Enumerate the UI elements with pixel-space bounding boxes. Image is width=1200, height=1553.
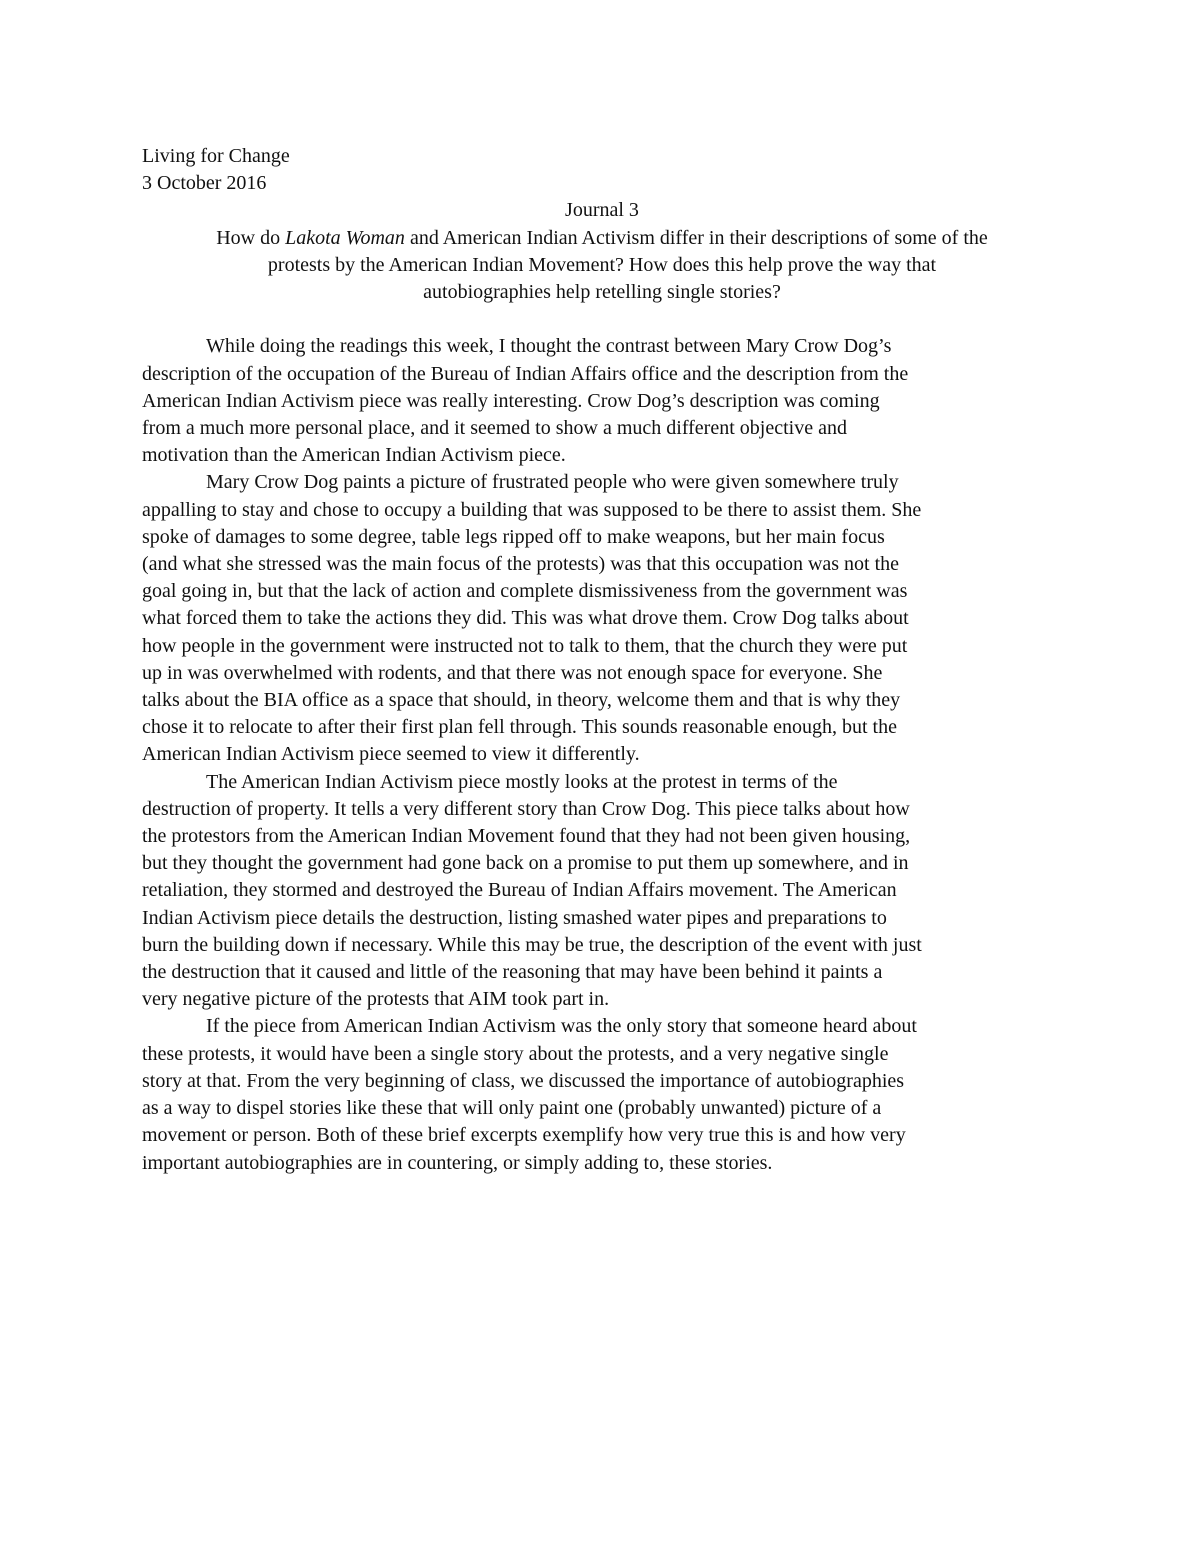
paragraph-line: If the piece from American Indian Activism was the only story that someone heard about <box>206 1015 917 1038</box>
paragraph-1 <box>142 333 1062 469</box>
paragraph-line: story at that. From the very beginning of class, we discussed the importance of autobiographies <box>142 1069 905 1092</box>
paragraph-line: Mary Crow Dog paints a picture of frustrated people who were given somewhere truly <box>206 471 899 494</box>
paragraph-3 <box>142 769 1062 1014</box>
paragraph-line: appalling to stay and chose to occupy a building that was supposed to be there to assist them. She <box>142 498 922 521</box>
paragraph-line: talks about the BIA office as a space that should, in theory, welcome them and that is why they <box>142 689 901 712</box>
question-line-2: protests by the American Indian Movement? How does this help prove the way that <box>267 253 937 276</box>
question-line-1: How do Lakota Woman and American Indian Activism differ in their descriptions of some of the <box>216 226 988 249</box>
paragraph-line: burn the building down if necessary. While this may be true, the description of the event with just <box>142 933 922 956</box>
paragraph-line: important autobiographies are in countering, or simply adding to, these stories. <box>142 1151 773 1174</box>
question-line-3: autobiographies help retelling single stories? <box>423 281 781 304</box>
paragraph-line: but they thought the government had gone back on a promise to put them up somewhere, and in <box>142 852 909 875</box>
paragraph-line: the destruction that it caused and little of the reasoning that may have been behind it paints a <box>142 961 883 984</box>
paragraph-line: (and what she stressed was the main focus of the protests) was that this occupation was not the <box>142 553 900 576</box>
paragraphs <box>142 333 1062 1176</box>
paragraph-line: American Indian Activism piece seemed to view it differently. <box>142 743 640 766</box>
document-body <box>142 143 1062 1177</box>
paragraph-line: movement or person. Both of these brief excerpts exemplify how very true this is and how very <box>142 1124 906 1147</box>
paragraph-line: retaliation, they stormed and destroyed the Bureau of Indian Affairs movement. The American <box>142 879 897 902</box>
paragraph-line: as a way to dispel stories like these that will only paint one (probably unwanted) picture of a <box>142 1097 882 1120</box>
date-line: 3 October 2016 <box>142 172 267 195</box>
blank-line <box>142 306 1062 333</box>
paragraph-4 <box>142 1013 1062 1176</box>
paragraph-line: spoke of damages to some degree, table legs ripped off to make weapons, but her main focus <box>142 525 885 548</box>
author-line: Living for Change <box>142 145 290 167</box>
paragraph-line: these protests, it would have been a single story about the protests, and a very negative single <box>142 1042 889 1065</box>
paragraph-line: While doing the readings this week, I thought the contrast between Mary Crow Dog’s <box>206 335 892 358</box>
journal-question <box>142 225 1062 307</box>
paragraph-line: what forced them to take the actions they did. This was what drove them. Crow Dog talks about <box>142 607 909 630</box>
paragraph-line: how people in the government were instructed not to talk to them, that the church they were put <box>142 634 908 657</box>
paragraph-line: American Indian Activism piece was really interesting. Crow Dog’s description was coming <box>142 389 880 412</box>
journal-title: Journal 3 <box>565 199 639 222</box>
paragraph-line: chose it to relocate to after their first plan fell through. This sounds reasonable enough, but the <box>142 716 897 739</box>
paragraph-line: from a much more personal place, and it seemed to show a much different objective and <box>142 417 847 440</box>
paragraph-line: The American Indian Activism piece mostly looks at the protest in terms of the <box>206 770 838 793</box>
book-title: Lakota Woman <box>285 226 405 249</box>
paragraph-line: goal going in, but that the lack of action and complete dismissiveness from the government was <box>142 580 908 603</box>
paragraph-line: the protestors from the American Indian Movement found that they had not been given housing, <box>142 825 911 848</box>
paragraph-line: up in was overwhelmed with rodents, and that there was not enough space for everyone. She <box>142 661 883 684</box>
paragraph-line: Indian Activism piece details the destruction, listing smashed water pipes and preparations to <box>142 906 887 929</box>
paragraph-line: very negative picture of the protests that AIM took part in. <box>142 988 610 1011</box>
paragraph-line: motivation than the American Indian Activism piece. <box>142 444 566 467</box>
paragraph-line: description of the occupation of the Bureau of Indian Affairs office and the description from the <box>142 362 909 385</box>
paragraph-2 <box>142 469 1062 768</box>
paragraph-line: destruction of property. It tells a very different story than Crow Dog. This piece talks about how <box>142 797 910 820</box>
